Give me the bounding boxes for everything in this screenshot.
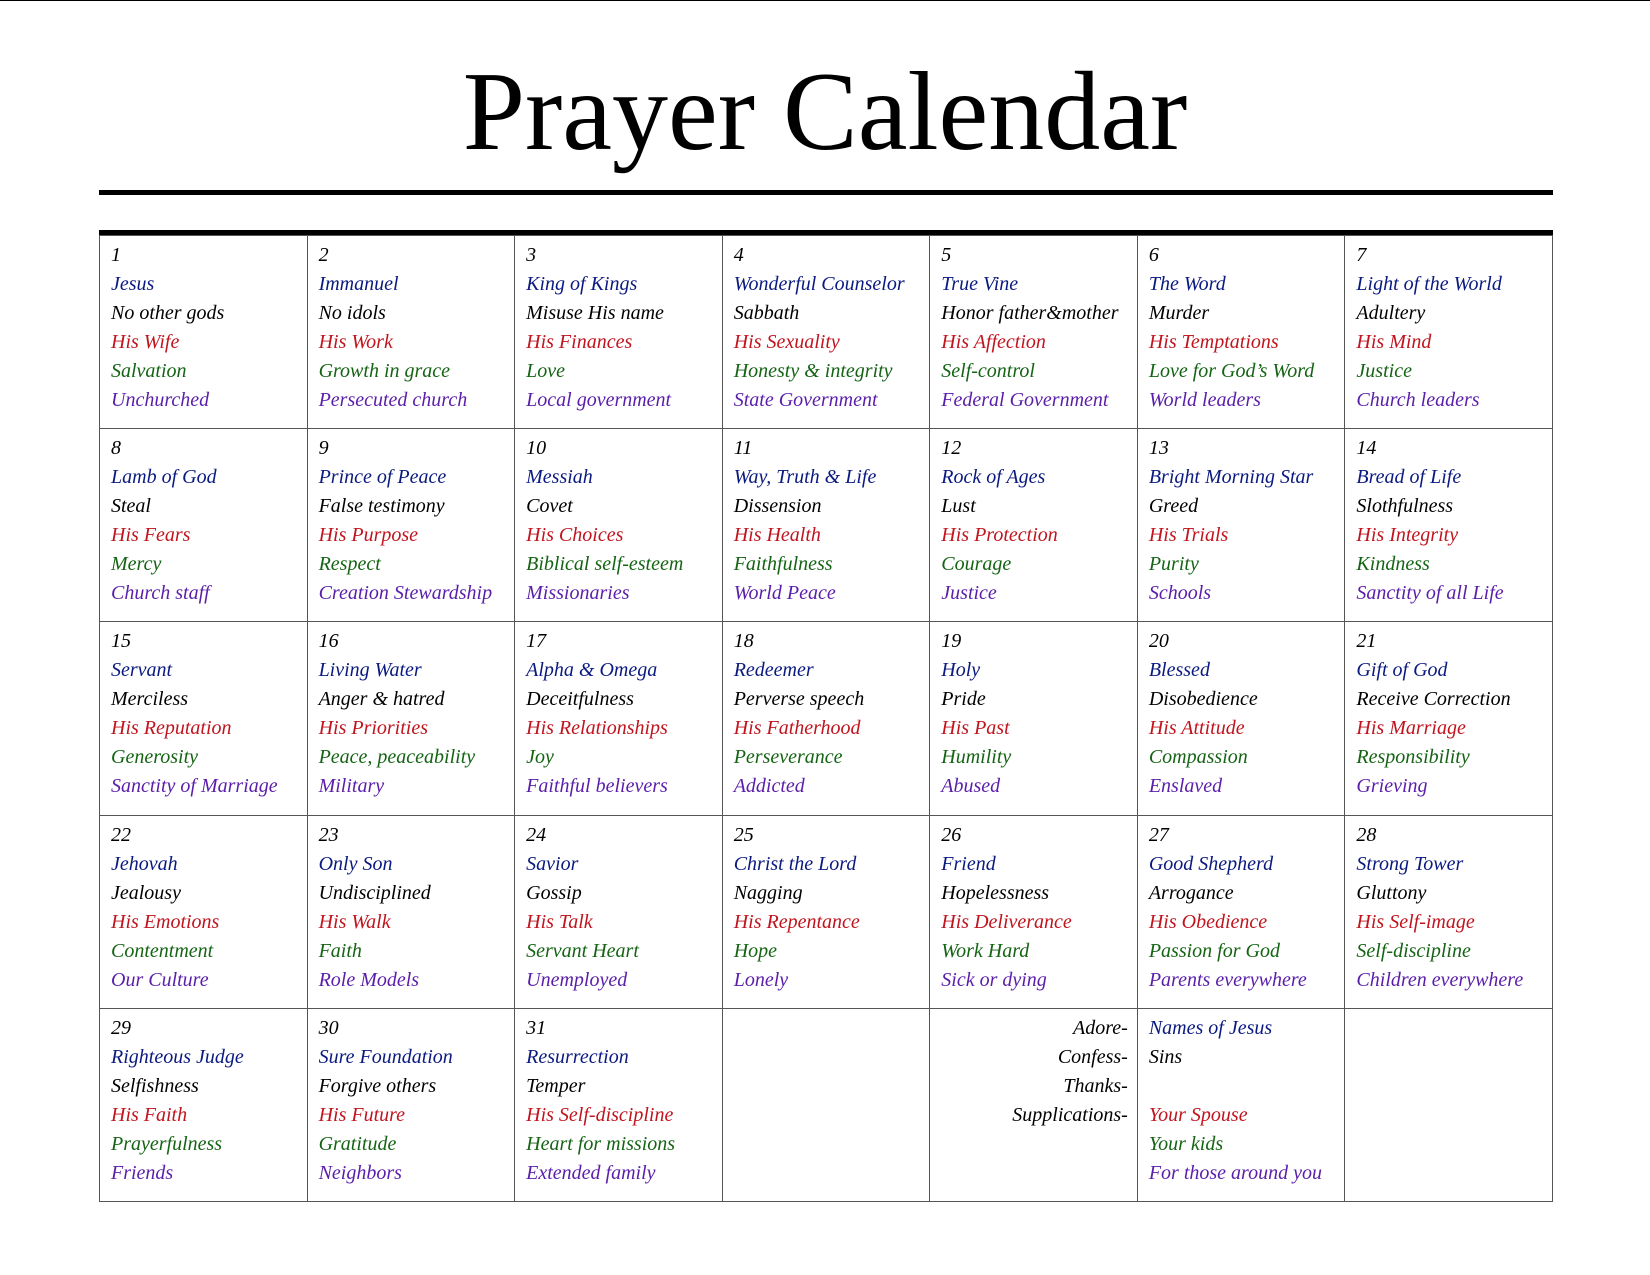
kids-prayer: Respect bbox=[318, 553, 381, 576]
name-of-jesus: King of Kings bbox=[526, 273, 638, 295]
day-number: 17 bbox=[526, 630, 547, 653]
title-rule bbox=[99, 190, 1553, 195]
spouse-prayer: His Relationships bbox=[526, 717, 668, 740]
kids-prayer: Kindness bbox=[1356, 553, 1430, 576]
kids-prayer: Responsibility bbox=[1356, 746, 1470, 769]
name-of-jesus: Jesus bbox=[111, 273, 155, 295]
name-of-jesus: Servant bbox=[111, 659, 173, 682]
kids-prayer: Faithfulness bbox=[733, 553, 833, 576]
kids-prayer: Perseverance bbox=[733, 746, 843, 769]
others-prayer: Our Culture bbox=[111, 968, 209, 991]
sin: Arrogance bbox=[1148, 881, 1234, 904]
name-of-jesus: The Word bbox=[1148, 273, 1226, 295]
others-prayer: World leaders bbox=[1148, 389, 1261, 411]
page-title: Prayer Calendar bbox=[462, 50, 1188, 174]
name-of-jesus: Wonderful Counselor bbox=[733, 273, 905, 295]
sin: Slothfulness bbox=[1356, 495, 1454, 518]
sin: Perverse speech bbox=[733, 688, 865, 711]
day-number: 18 bbox=[733, 630, 754, 653]
calendar-day-31 bbox=[515, 1009, 723, 1202]
spouse-prayer: His Future bbox=[318, 1103, 406, 1126]
spouse-prayer: His Trials bbox=[1148, 524, 1229, 547]
name-of-jesus: True Vine bbox=[941, 273, 1019, 295]
day-number: 11 bbox=[733, 437, 753, 460]
day-number: 29 bbox=[111, 1016, 131, 1039]
sin: Gluttony bbox=[1356, 881, 1427, 904]
others-prayer: Lonely bbox=[733, 968, 789, 991]
sin: Disobedience bbox=[1148, 688, 1258, 711]
spouse-prayer: His Faith bbox=[111, 1103, 188, 1126]
kids-prayer: Hope bbox=[733, 939, 778, 962]
name-of-jesus: Lamb of God bbox=[111, 466, 217, 489]
spouse-prayer: His Deliverance bbox=[941, 910, 1072, 933]
name-of-jesus: Prince of Peace bbox=[318, 466, 447, 489]
calendar-day-22 bbox=[100, 816, 308, 1009]
kids-prayer: Peace, peaceability bbox=[318, 746, 476, 769]
calendar-day-19 bbox=[930, 622, 1138, 815]
kids-prayer: Growth in grace bbox=[318, 360, 451, 382]
name-of-jesus: Blessed bbox=[1148, 659, 1210, 682]
empty-cell bbox=[1345, 1009, 1553, 1202]
spouse-prayer: His Choices bbox=[526, 524, 624, 547]
spouse-prayer: His Obedience bbox=[1148, 910, 1268, 933]
calendar-day-23 bbox=[308, 816, 516, 1009]
name-of-jesus: Messiah bbox=[526, 466, 593, 489]
name-of-jesus: Righteous Judge bbox=[111, 1045, 244, 1068]
calendar-day-4 bbox=[723, 236, 931, 429]
sin: Dissension bbox=[733, 495, 822, 518]
acts-key-item: Supplications- bbox=[1012, 1103, 1128, 1126]
spouse-prayer: His Temptations bbox=[1148, 331, 1279, 353]
sin: Adultery bbox=[1356, 302, 1426, 324]
spouse-prayer: His Health bbox=[733, 524, 821, 547]
legend-your-kids: Your kids bbox=[1148, 1132, 1224, 1155]
spouse-prayer: His Wife bbox=[111, 331, 180, 353]
kids-prayer: Self-control bbox=[941, 360, 1035, 382]
day-number: 7 bbox=[1356, 244, 1367, 266]
spouse-prayer: His Work bbox=[318, 331, 393, 353]
others-prayer: Unemployed bbox=[526, 968, 628, 991]
name-of-jesus: Gift of God bbox=[1356, 659, 1448, 682]
calendar-day-9 bbox=[308, 429, 516, 622]
day-number: 16 bbox=[318, 630, 339, 653]
calendar-day-26 bbox=[930, 816, 1138, 1009]
others-prayer: Federal Government bbox=[941, 389, 1109, 411]
kids-prayer: Gratitude bbox=[318, 1132, 397, 1155]
calendar-day-10 bbox=[515, 429, 723, 622]
sin: Anger & hatred bbox=[318, 688, 445, 711]
sin: Jealousy bbox=[111, 881, 181, 904]
spouse-prayer: His Past bbox=[941, 717, 1010, 740]
spouse-prayer: His Priorities bbox=[318, 717, 429, 740]
calendar-day-1 bbox=[100, 236, 308, 429]
calendar-day-16 bbox=[308, 622, 516, 815]
name-of-jesus: Way, Truth & Life bbox=[733, 466, 877, 489]
sin: Honor father&mother bbox=[941, 302, 1119, 324]
calendar-day-29 bbox=[100, 1009, 308, 1202]
sin: Merciless bbox=[111, 688, 189, 711]
kids-prayer: Compassion bbox=[1148, 746, 1248, 769]
day-number: 24 bbox=[526, 823, 547, 846]
others-prayer: Addicted bbox=[733, 775, 805, 798]
sin: Steal bbox=[111, 495, 151, 518]
calendar-day-2 bbox=[308, 236, 516, 429]
others-prayer: Friends bbox=[111, 1161, 174, 1184]
day-number: 14 bbox=[1356, 437, 1377, 460]
day-number: 13 bbox=[1148, 437, 1169, 460]
kids-prayer: Honesty & integrity bbox=[733, 360, 893, 382]
day-number: 27 bbox=[1148, 823, 1169, 846]
kids-prayer: Humility bbox=[941, 746, 1012, 769]
acts-key-item: Adore- bbox=[1073, 1016, 1128, 1039]
name-of-jesus: Resurrection bbox=[526, 1045, 629, 1068]
kids-prayer: Joy bbox=[526, 746, 554, 769]
others-prayer: Sanctity of all Life bbox=[1356, 582, 1504, 605]
calendar-grid bbox=[99, 235, 1553, 1202]
spouse-prayer: His Walk bbox=[318, 910, 391, 933]
sin: Pride bbox=[941, 688, 986, 711]
calendar-day-24 bbox=[515, 816, 723, 1009]
day-number: 9 bbox=[318, 437, 329, 460]
acts-key-item: Thanks- bbox=[1063, 1074, 1128, 1097]
others-prayer: Faithful believers bbox=[526, 775, 668, 798]
kids-prayer: Love for God’s Word bbox=[1148, 360, 1315, 382]
spouse-prayer: His Self-discipline bbox=[526, 1103, 674, 1126]
name-of-jesus: Living Water bbox=[318, 659, 422, 682]
day-number: 10 bbox=[526, 437, 547, 460]
spouse-prayer: His Attitude bbox=[1148, 717, 1245, 740]
sin: Gossip bbox=[526, 881, 582, 904]
sin: Forgive others bbox=[318, 1074, 437, 1097]
calendar-day-20 bbox=[1138, 622, 1346, 815]
others-prayer: Justice bbox=[941, 582, 997, 605]
legend-names-of-jesus: Names of Jesus bbox=[1148, 1016, 1273, 1039]
others-prayer: Abused bbox=[941, 775, 1001, 798]
sin: Murder bbox=[1148, 302, 1210, 324]
calendar-day-13 bbox=[1138, 429, 1346, 622]
calendar-day-30 bbox=[308, 1009, 516, 1202]
legend-sins: Sins bbox=[1148, 1045, 1183, 1068]
spouse-prayer: His Emotions bbox=[111, 910, 220, 933]
others-prayer: World Peace bbox=[733, 582, 836, 605]
sin: Misuse His name bbox=[526, 302, 664, 324]
name-of-jesus: Friend bbox=[941, 852, 996, 875]
kids-prayer: Biblical self-esteem bbox=[526, 553, 684, 576]
day-number: 15 bbox=[111, 630, 131, 653]
sin: No other gods bbox=[111, 302, 225, 324]
day-number: 20 bbox=[1148, 630, 1169, 653]
day-number: 4 bbox=[733, 244, 744, 266]
others-prayer: Schools bbox=[1148, 582, 1212, 605]
others-prayer: Role Models bbox=[318, 968, 420, 991]
spouse-prayer: His Reputation bbox=[111, 717, 232, 740]
sin: False testimony bbox=[318, 495, 445, 518]
spouse-prayer: His Marriage bbox=[1356, 717, 1466, 740]
calendar-day-5 bbox=[930, 236, 1138, 429]
name-of-jesus: Jehovah bbox=[111, 852, 178, 875]
others-prayer: Local government bbox=[526, 389, 672, 411]
name-of-jesus: Only Son bbox=[318, 852, 393, 875]
kids-prayer: Passion for God bbox=[1148, 939, 1280, 962]
name-of-jesus: Alpha & Omega bbox=[526, 659, 658, 682]
kids-prayer: Salvation bbox=[111, 360, 187, 382]
sin: Covet bbox=[526, 495, 573, 518]
others-prayer: Missionaries bbox=[526, 582, 630, 605]
day-number: 25 bbox=[733, 823, 754, 846]
spouse-prayer: His Integrity bbox=[1356, 524, 1459, 547]
calendar-day-25 bbox=[723, 816, 931, 1009]
calendar-day-12 bbox=[930, 429, 1138, 622]
sin: Nagging bbox=[733, 881, 803, 904]
sin: Selfishness bbox=[111, 1074, 199, 1097]
others-prayer: Extended family bbox=[526, 1161, 656, 1184]
kids-prayer: Contentment bbox=[111, 939, 214, 962]
name-of-jesus: Bright Morning Star bbox=[1148, 466, 1314, 489]
others-prayer: Church staff bbox=[111, 582, 210, 605]
others-prayer: Creation Stewardship bbox=[318, 582, 493, 605]
sin: Receive Correction bbox=[1356, 688, 1511, 711]
others-prayer: Unchurched bbox=[111, 389, 210, 411]
name-of-jesus: Bread of Life bbox=[1356, 466, 1462, 489]
day-number: 28 bbox=[1356, 823, 1377, 846]
day-number: 21 bbox=[1356, 630, 1377, 653]
name-of-jesus: Light of the World bbox=[1356, 273, 1502, 295]
spouse-prayer: His Talk bbox=[526, 910, 593, 933]
spouse-prayer: His Finances bbox=[526, 331, 633, 353]
kids-prayer: Prayerfulness bbox=[111, 1132, 223, 1155]
spouse-prayer: His Protection bbox=[941, 524, 1058, 547]
kids-prayer: Servant Heart bbox=[526, 939, 639, 962]
others-prayer: Neighbors bbox=[318, 1161, 402, 1184]
spouse-prayer: His Sexuality bbox=[733, 331, 840, 353]
name-of-jesus: Holy bbox=[941, 659, 981, 682]
name-of-jesus: Sure Foundation bbox=[318, 1045, 453, 1068]
calendar-day-14 bbox=[1345, 429, 1553, 622]
name-of-jesus: Christ the Lord bbox=[733, 852, 857, 875]
kids-prayer: Justice bbox=[1356, 360, 1412, 382]
calendar-day-15 bbox=[100, 622, 308, 815]
kids-prayer: Courage bbox=[941, 553, 1012, 576]
spouse-prayer: His Fears bbox=[111, 524, 191, 547]
day-number: 3 bbox=[526, 244, 537, 266]
day-number: 30 bbox=[318, 1016, 339, 1039]
kids-prayer: Love bbox=[526, 360, 566, 382]
kids-prayer: Faith bbox=[318, 939, 362, 962]
day-number: 22 bbox=[111, 823, 131, 846]
others-prayer: State Government bbox=[733, 389, 878, 411]
sin: Lust bbox=[941, 495, 976, 518]
kids-prayer: Generosity bbox=[111, 746, 199, 769]
day-number: 26 bbox=[941, 823, 962, 846]
others-prayer: Parents everywhere bbox=[1148, 968, 1307, 991]
name-of-jesus: Rock of Ages bbox=[941, 466, 1046, 489]
calendar-day-7 bbox=[1345, 236, 1553, 429]
legend-spacer bbox=[1149, 1072, 1345, 1101]
name-of-jesus: Immanuel bbox=[318, 273, 399, 295]
calendar-day-3 bbox=[515, 236, 723, 429]
spouse-prayer: His Purpose bbox=[318, 524, 419, 547]
others-prayer: Sanctity of Marriage bbox=[111, 775, 278, 798]
spouse-prayer: His Self-image bbox=[1356, 910, 1475, 933]
empty-cell bbox=[723, 1009, 931, 1202]
kids-prayer: Heart for missions bbox=[526, 1132, 676, 1155]
calendar-day-27 bbox=[1138, 816, 1346, 1009]
acts-key bbox=[930, 1009, 1138, 1202]
sin: No idols bbox=[318, 302, 386, 324]
others-prayer: Persecuted church bbox=[318, 389, 468, 411]
legend-for-those-around-you: For those around you bbox=[1148, 1161, 1322, 1184]
kids-prayer: Mercy bbox=[111, 553, 162, 576]
page-top-border bbox=[0, 0, 1650, 1]
day-number: 23 bbox=[318, 823, 339, 846]
name-of-jesus: Savior bbox=[526, 852, 579, 875]
calendar-day-21 bbox=[1345, 622, 1553, 815]
kids-prayer: Self-discipline bbox=[1356, 939, 1471, 962]
spouse-prayer: His Fatherhood bbox=[733, 717, 861, 740]
sin: Hopelessness bbox=[941, 881, 1050, 904]
spouse-prayer: His Mind bbox=[1356, 331, 1432, 353]
sin: Temper bbox=[526, 1074, 586, 1097]
calendar-day-11 bbox=[723, 429, 931, 622]
day-number: 31 bbox=[526, 1016, 547, 1039]
spouse-prayer: His Affection bbox=[941, 331, 1046, 353]
day-number: 12 bbox=[941, 437, 962, 460]
acts-key-item: Confess- bbox=[1057, 1045, 1128, 1068]
others-prayer: Grieving bbox=[1356, 775, 1428, 798]
day-number: 8 bbox=[111, 437, 121, 460]
sin: Greed bbox=[1148, 495, 1199, 518]
calendar-day-18 bbox=[723, 622, 931, 815]
kids-prayer: Purity bbox=[1148, 553, 1199, 576]
legend-your-spouse: Your Spouse bbox=[1148, 1103, 1248, 1126]
sin: Undisciplined bbox=[318, 881, 431, 904]
day-number: 2 bbox=[318, 244, 329, 266]
day-number: 19 bbox=[941, 630, 962, 653]
others-prayer: Church leaders bbox=[1356, 389, 1480, 411]
color-legend bbox=[1138, 1009, 1346, 1202]
name-of-jesus: Strong Tower bbox=[1356, 852, 1464, 875]
sin: Deceitfulness bbox=[526, 688, 634, 711]
name-of-jesus: Redeemer bbox=[733, 659, 814, 682]
name-of-jesus: Good Shepherd bbox=[1148, 852, 1274, 875]
others-prayer: Sick or dying bbox=[941, 968, 1047, 991]
others-prayer: Military bbox=[318, 775, 385, 798]
day-number: 6 bbox=[1148, 244, 1159, 266]
day-number: 1 bbox=[111, 244, 121, 266]
spouse-prayer: His Repentance bbox=[733, 910, 860, 933]
others-prayer: Children everywhere bbox=[1356, 968, 1524, 991]
others-prayer: Enslaved bbox=[1148, 775, 1223, 798]
calendar-day-17 bbox=[515, 622, 723, 815]
calendar-day-28 bbox=[1345, 816, 1553, 1009]
calendar-day-8 bbox=[100, 429, 308, 622]
calendar-day-6 bbox=[1138, 236, 1346, 429]
day-number: 5 bbox=[941, 244, 952, 266]
sin: Sabbath bbox=[733, 302, 800, 324]
kids-prayer: Work Hard bbox=[941, 939, 1030, 962]
